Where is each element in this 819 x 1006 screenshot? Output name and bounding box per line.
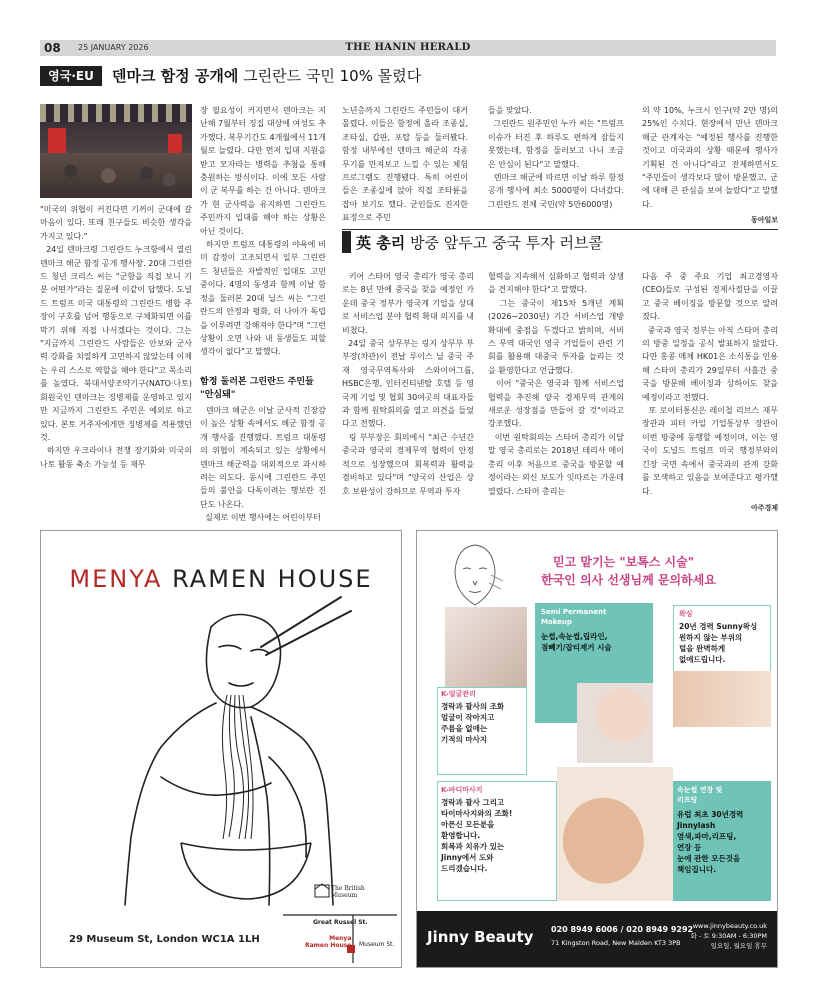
lash-text: 유럽 최초 30년경력 Jinnylash 염색,파마,리프팅, 연장 등 눈에 관한 모든것을 책임집니다. [677,810,744,874]
waxing-text: 20년 경력 Sunny왁싱 원하지 않는 부위의 털을 완벽하게 없애드립니다. [679,622,758,664]
page-number: 08 [44,41,61,55]
article1-col2b: 덴마크 해군은 이날 군사적 긴장감이 높은 상황 속에서도 해군 함정 공개 행사를 진행했다. 트럼프 대통령의 위협이 계속되고 있는 상황에서 덴마크 해군력을 대외적으로 과시하려는 의도다. 동시에 그린란드 주민들의 불안을 다독이려는 행보란 진단도 나온다. 실제로 이번 행사에는 어린이부터 [200,406,326,523]
jinny-headline-2: 한국인 의사 선생님께 문의하세요 [541,573,716,587]
article1-col2a: 장 필요성이 커지면서 덴마크는 지난해 7월부터 징집 대상에 여성도 추가했다. 복무기간도 4개월에서 11개월로 늘렸다. 다만 먼저 입대 지원을 받고 모자라는 병력을 추첨을 통해 충원하는 방식이다. 이에 모든 사람이 군 복무를 하는 건 아니다. 덴마크가 현 군사력을 유지하면 그린란드 주민까지 입대를 해야 하는 상황은 아닌 것이다. 하지만 트럼프 대통령의 야욕에 비미 감정이 고조되면서 일부 그린란드 청년들은 자발적인 입대도 고민 중이다. 4명의 동생과 함께 이날 함정을 둘러본 20대 닐스 씨는 "그린란드의 안정과 평화, 더 나아가 독립을 이루려면 강해져야 한다"며 "그런 상황이 오면 나와 내 동생들도 피할 생각이 없다"고 말했다. [200,106,326,357]
jinny-headline-1: 믿고 맡기는 "보톡스 시술" [553,555,694,569]
article2-credit: 아주경제 [750,504,778,512]
article1-headline-rest: 그린란드 국민 10% 몰렸다 [238,67,422,85]
article1-subhead: 함정 둘러본 그린란드 주민들 "안심돼" [200,377,314,400]
menya-ad[interactable] [40,530,402,968]
issue-date: 25 JANUARY 2026 [78,43,149,52]
map-shop-label: Menya Ramen House [305,935,352,949]
map-street-label: Great Russel St. [313,919,368,926]
article2-headline-rest: 방중 앞두고 중국 투자 러브콜 [405,234,603,252]
menya-title: MENYA RAMEN HOUSE [69,565,373,593]
menya-map [279,883,399,965]
legs-photo [673,671,771,727]
jinny-beauty-ad[interactable] [416,530,778,968]
article1-col1: "미국의 위협이 커진다면 기꺼이 군대에 갈 마음이 있다. 또래 친구들도 비슷한 생각을 가지고 있다." 24일 덴마크령 그린란드 누크항에서 열린 덴마크 해군 함정 공개 행사장. 20대 그린란드 청년 크리스 씨는 "군함을 직접 보니 기분 어떤가"라는 질문에 이같이 답했다. 도널드 트럼프 미국 대통령의 그린란드 병합 주장이 구호를 넘어 행동으로 구체화되면 이를 막기 위해 직접 나서겠다는 것이다. 그는 "지금까지 그린란드 사람들은 안보와 군사력 강화를 치열하게 고민하지 않았는데 이제는 우리 스스로 역할을 해야 한다"고 목소리를 높였다. 북대서양조약기구(NATO·나토) 회원국인 덴마크는 징병제를 운영하고 있지만 지금까지 그린란드 주민은 예외로 하고 있다. 본토 거주자에게만 징병제를 적용했던 것. 하지만 우크라이나 전쟁 장기화와 미국의 나토 활동 축소 가능성 등 재무 [40,205,192,469]
semi-makeup-text: 눈썹,속눈썹,립라인, 점빼기/잡티제거 시술 [541,632,612,652]
jinny-brand: Jinny Beauty [427,928,534,946]
article1-headline[interactable] [112,65,421,86]
article2-col1: 키어 스타머 영국 총리가 영국 총리로는 8년 만에 중국을 찾을 예정인 가운데 중국 정부가 영국계 기업을 상대로 서비스업 분야 협력 확대 의지를 내비쳤다. 24일 중국 상무부는 링지 상무부 부부장(차관)이 전날 루이스 닐 중국 주재 영국무역특사와 스와이어그룹, HSBC은행, 인터컨티넨탈 호텔 등 영국계 기업 및 협회 30여곳의 대표자들과 함께 원탁회의를 열고 의견을 들었다고 전했다. 링 부부장은 회의에서 "최근 수년간 중국과 영국의 경제무역 협력이 안정적으로 성장했으며 회복력과 활력을 겸비하고 있다"며 "양국의 산업은 상호 보완성이 강하므로 무역과 투자 [342,272,475,496]
article2-headline-bold: 英 총리 [356,234,406,252]
jinny-footer [417,911,777,967]
article1-photo [40,104,192,198]
article1-col3: 노년층까지 그린란드 주민들이 대거 몰렸다. 이들은 함정에 올라 조종실, 조타실, 갑판, 포탑 등을 둘러봤다. 함정 내부에선 덴마크 해군의 각종 무기를 만져보고 느낄 수 있는 체험 프로그램도 진행됐다. 특히 어린이들은 조종실에 앉아 직접 조타륜을 잡아 보기도 했다. 군인들도 진지한 표정으로 주민 [342,106,471,223]
k-body-label: K-바디마사지 [441,786,483,794]
jinny-address: 71 Kingston Road, New Malden KT3 3PB [551,939,681,947]
article1-col4: 들을 맞았다. 그린란드 원주민인 누카 씨는 "트럼프 이슈가 터진 후 하루도 편하게 잠들지 못했는데, 함정을 둘러보고 나니 조금은 안심이 된다"고 말했다. 덴마크 해군에 따르면 이날 하루 함정 공개 행사에 최소 5000명이 다녀갔다. 그린란드 전체 국민(약 5만6000명) [488,106,624,209]
massage-photo [557,767,673,901]
face-illustration [443,541,507,611]
map-museum-st-label: Museum St. [359,941,395,948]
menya-address: 29 Museum St, London WC1A 1LH [69,934,260,945]
article2-headline[interactable] [356,232,603,253]
k-face-text: 경락과 괄사의 조화 얼굴이 작아지고 주름을 없애는 기적의 마사지 [441,702,505,744]
article2-marker [342,231,351,253]
jinny-phones: 020 8949 6006 / 020 8949 9292 [551,925,694,934]
article1-col5: 의 약 10%, 누크시 인구(약 2만 명)의 25%인 수치다. 현장에서 만난 덴마크 해군 관계자는 "예정된 행사를 진행한 것이고 미국과의 상황 때문에 행사가 기획된 건 아니다"라고 전제하면서도 "주민들이 생각보다 많이 방문했고, 군에 대해 큰 관심을 보여 놀랐다"고 말했다. [642,106,781,209]
divider [342,229,778,230]
makeup-photo [445,607,527,687]
section-tag: 영국·EU [40,66,102,86]
article2-col3: 다음 주 중 주요 기업 최고경영자(CEO)들로 구성된 경제사절단을 이끌고 중국 베이징을 방문할 것으로 알려졌다. 중국과 영국 정부는 아직 스타머 총리의 방중 일정을 공식 발표하지 않았다. 다만 홍콩 매체 HK01은 소식통을 인용해 스타머 총리가 29일부터 사흘간 중국을 방문해 베이징과 상하이도 찾을 예정이라고 전했다. 또 로이터통신은 레이철 리브스 재무장관과 피터 카일 기업통상부 장관이 이번 방중에 동행할 예정이며, 이는 영국이 도널드 트럼프 미국 행정부와의 긴장 국면 속에서 중국과의 관계 강화를 모색하고 있음을 보여준다고 평가했다. [642,272,779,496]
noodle-eater-illustration [101,607,361,907]
jinny-web-hours: www.jinnybeauty.co.uk 화 - 토 9:30AM - 6:30PM 일요일, 월요일 휴무 [690,922,767,950]
lash-label: 속눈썹 연장 및 리프팅 [677,786,723,804]
paper-name: THE HANIN HERALD [345,42,471,53]
article1-headline-bold: 덴마크 함정 공개에 [112,67,239,85]
article1-credit: 동아일보 [750,216,778,224]
map-museum-label: The British Museum [331,885,365,899]
semi-makeup-label: Semi Permanent Makeup [541,608,607,626]
k-body-text: 경락과 괄사 그리고 타이마사지와의 조화! 아픈신 모든분을 환영합니다. 회복과 치유가 있는 Jinny에서 도와 드리겠습니다. [441,798,513,873]
k-face-label: K-얼굴관리 [441,690,476,698]
waxing-label: 왁싱 [679,610,693,618]
facial-photo [577,683,653,763]
page-header [40,40,776,56]
article2-col2: 협력을 지속해서 심화하고 협력과 상생을 견지해야 한다"고 말했다. 그는 중국이 제15차 5개년 계획(2026∼2030년) 기간 서비스업 개방 확대에 중점을 두겠다고 밝히며, 서비스 무역 대국인 영국 기업들이 관련 기회를 활용해 대중국 투자를 늘리는 것을 환영한다고 언급했다. 이어 "중국은 영국과 함께 서비스업 협력을 추진해 양국 경제무역 관계의 새로운 성장점을 만들어 갈 것"이라고 강조했다. 이번 원탁회의는 스타머 총리가 이달 말 영국 총리로는 2018년 테리사 메이 총리 이후 처음으로 중국을 방문할 예정이라는 외신 보도가 잇따르는 가운데 열렸다. 스타머 총리는 [488,272,625,496]
